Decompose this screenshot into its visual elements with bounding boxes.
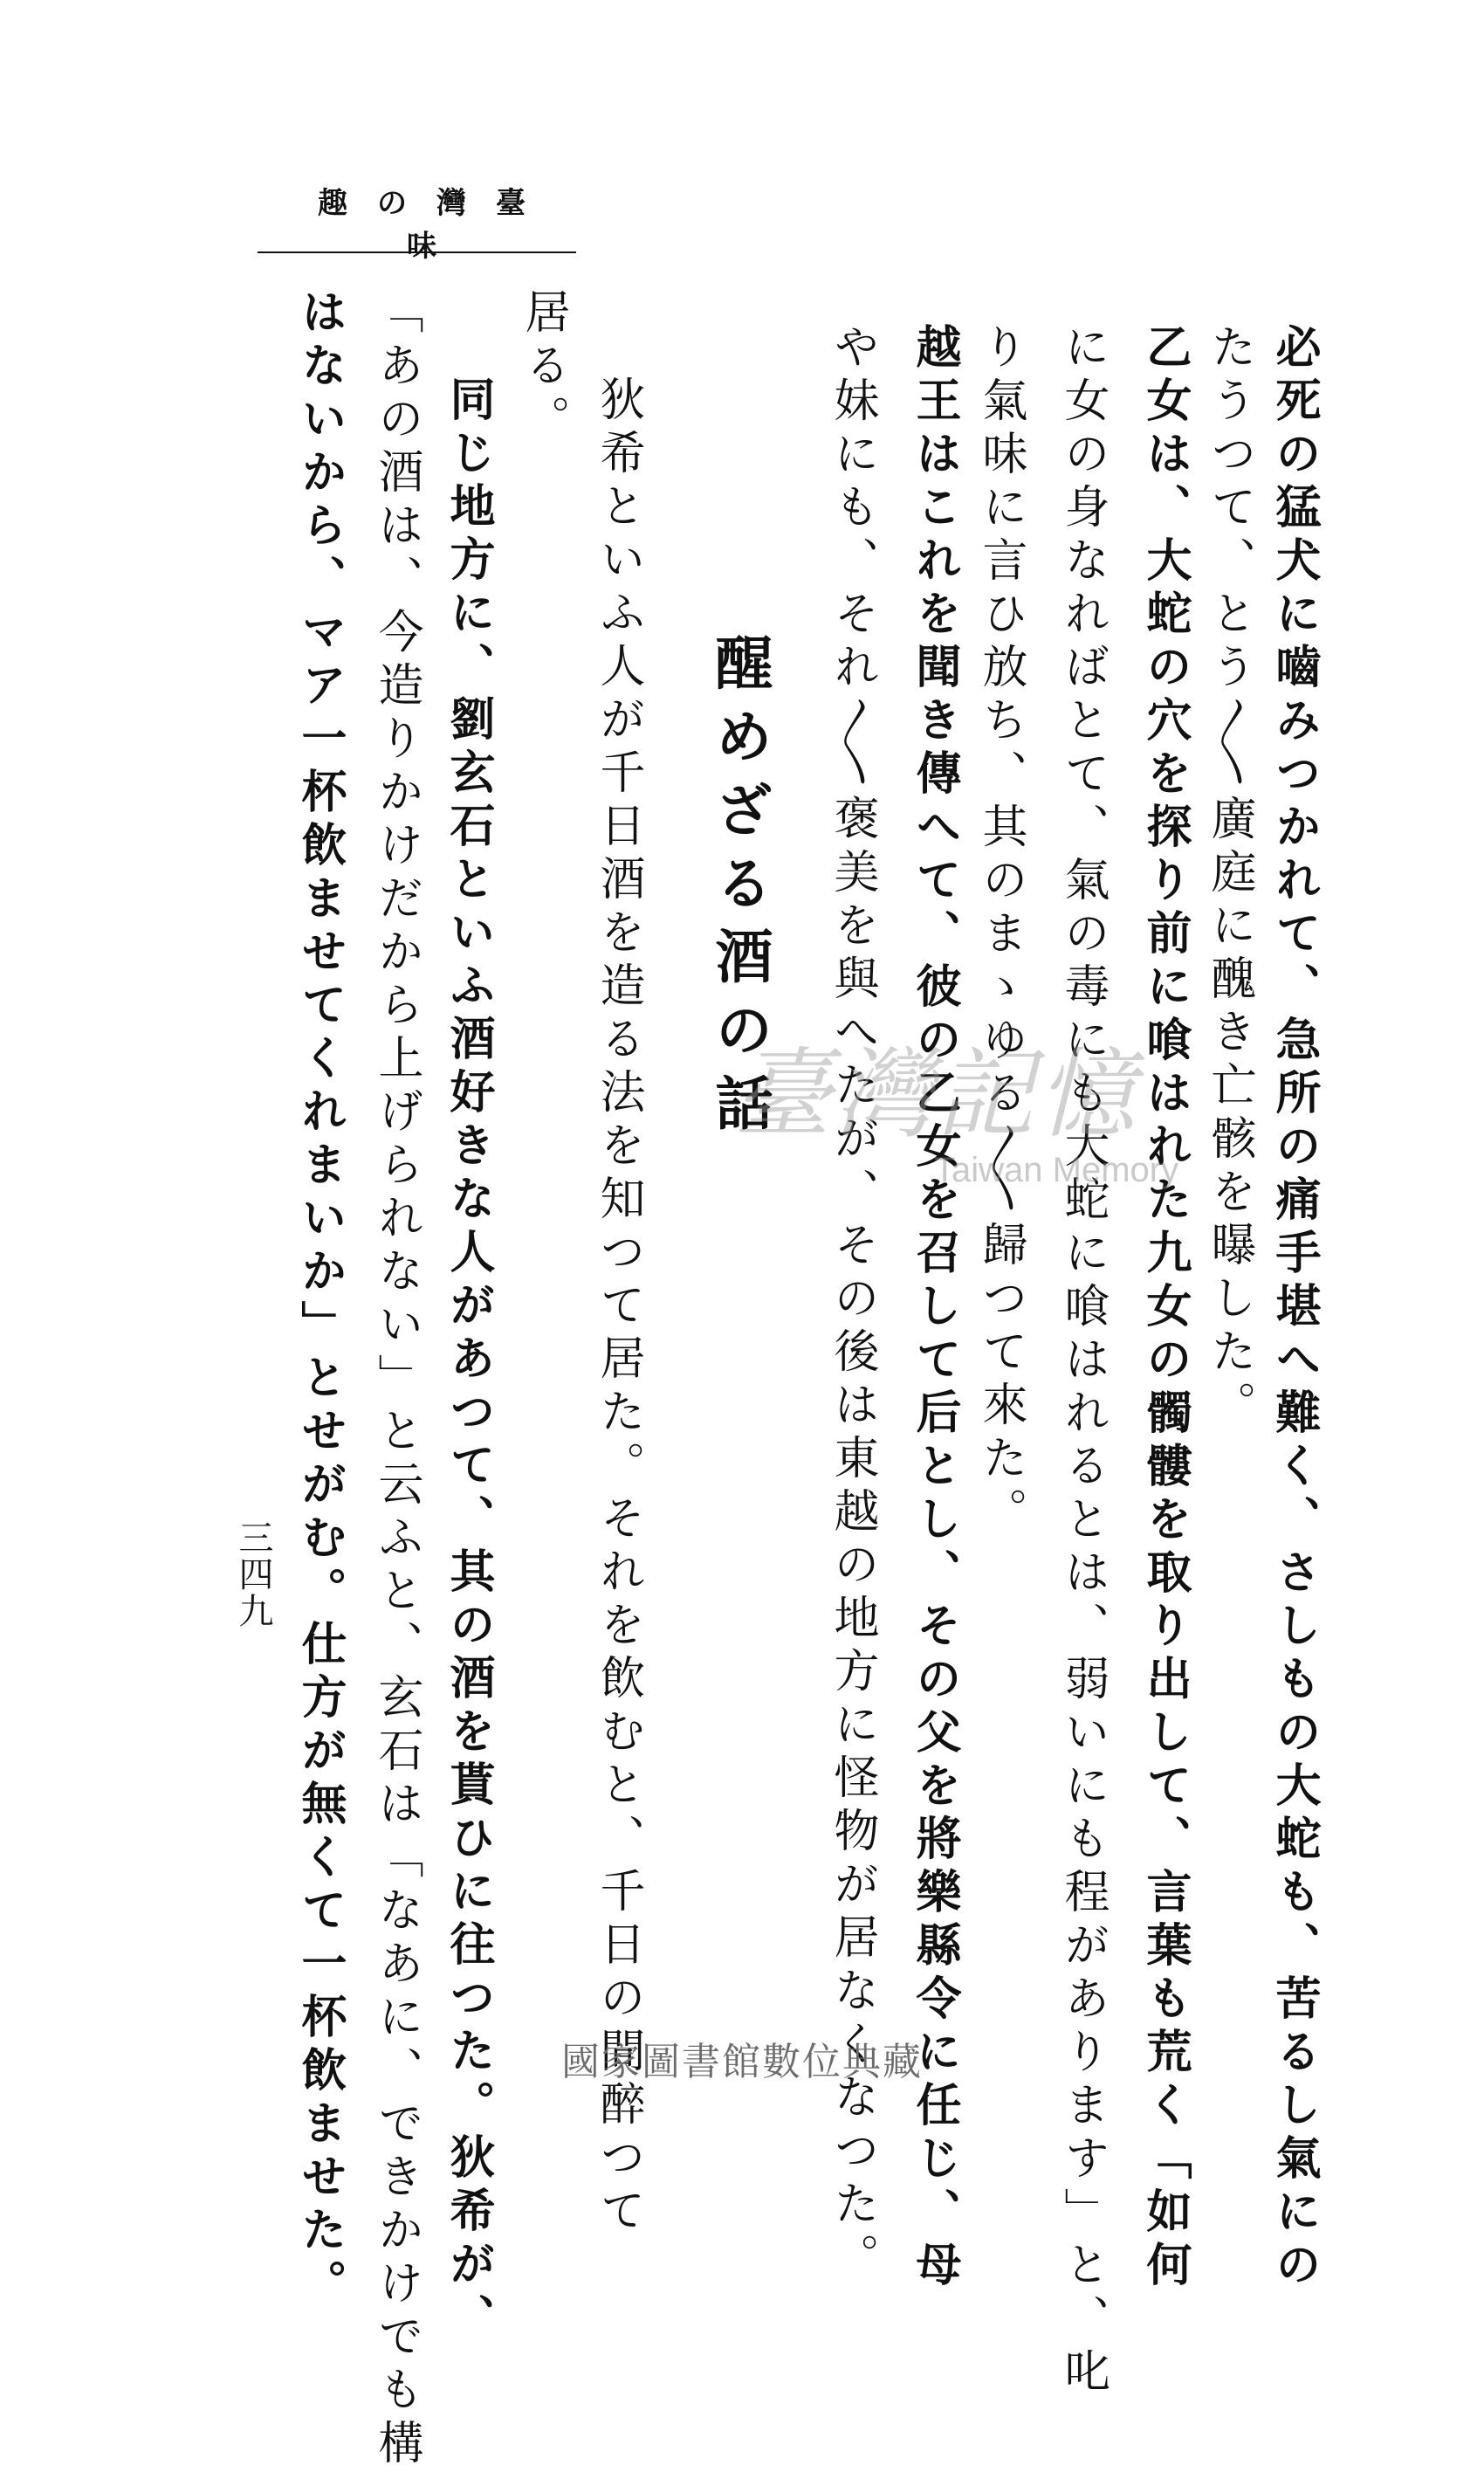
watermark-chinese: 臺灣記憶 — [733, 1038, 1138, 1152]
text-column-6: 越王はこれを聞き傳へて、彼の乙女を召して后とし、その父を將樂縣令に任じ、母 — [908, 323, 961, 2294]
text-column-7: や妹にも、それ〳〵褒美を與へたが、その後は東越の地方に怪物が居なくなつた。 — [826, 323, 878, 2286]
text-column-11: 「あの酒は、今造りかけだから上げられない」と云ふと、玄石は「なあに、できかけでも構 — [370, 288, 423, 2472]
text-column-5: り氣味に言ひ放ち、其のまゝゆる〳〵歸つて來た。 — [974, 323, 1027, 1540]
page-number: 三四九 — [233, 1519, 273, 1629]
text-column-2: たうつて、とう〳〵廣庭に醜き亡骸を曝した。 — [1203, 323, 1255, 1434]
watermark-english: Taiwan Memory — [934, 1151, 1179, 1189]
section-title: 醒めざる酒の話 — [705, 633, 773, 1146]
text-column-8: 狄希といふ人が千日酒を造る法を知つて居た。それを飲むと、千日の間醉つて — [592, 375, 644, 2240]
text-column-1: 必死の猛犬に嚙みつかれて、急所の痛手堪へ難く、さしもの大蛇も、苦るし氣にの — [1268, 323, 1321, 2294]
footer-text: 國家圖書館數位典藏 — [561, 2040, 923, 2084]
running-head: 臺灣の趣味 — [318, 186, 555, 264]
text-column-9: 居る。 — [517, 288, 569, 448]
text-column-3: 乙女は、大蛇の穴を探り前に喰はれた九女の髑髏を取り出して、言葉も荒く「如何 — [1138, 323, 1192, 2294]
text-column-4: に女の身なればとて、氣の毒にも大蛇に喰はれるとは、弱いにも程があります」と、叱 — [1056, 323, 1109, 2400]
text-column-12: はないから、マア一杯飲ませてくれまいか」とせがむ。仕方が無くて一杯飲ませた。 — [293, 288, 347, 2312]
header-rule — [258, 251, 576, 253]
text-column-10: 同じ地方に、劉玄石といふ酒好きな人があつて、其の酒を貰ひに往つた。狄希が、 — [442, 375, 495, 2346]
